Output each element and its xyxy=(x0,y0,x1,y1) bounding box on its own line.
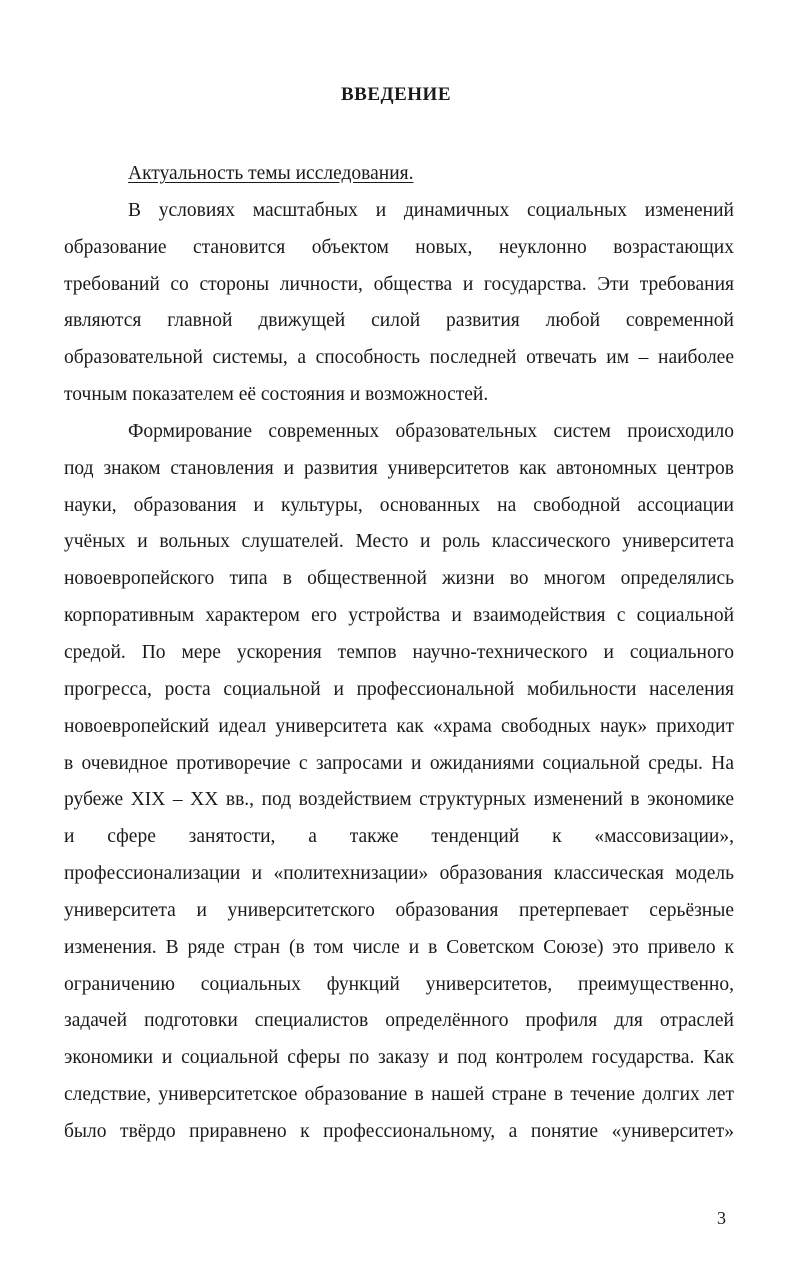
text-line: под знаком становления и развития университетов как автономных центров xyxy=(64,457,734,479)
text-line: новоевропейский идеал университета как «храма свободных наук» приходит xyxy=(64,715,734,737)
text-line: Формирование современных образовательных систем происходило xyxy=(128,420,734,442)
text-line: в очевидное противоречие с запросами и ожиданиями социальной среды. На xyxy=(64,752,734,774)
body-text xyxy=(64,156,734,1151)
text-line: рубеже XIX – XX вв., под воздействием структурных изменений в экономике xyxy=(64,789,734,811)
text-line: ограничению социальных функций университетов, преимущественно, xyxy=(64,973,734,995)
text-line: следствие, университетское образование в нашей стране в течение долгих лет xyxy=(64,1084,734,1106)
page-number: 3 xyxy=(717,1208,726,1228)
text-line: образовательной системы, а способность последней отвечать им – наиболее xyxy=(64,347,734,369)
text-line: науки, образования и культуры, основанных на свободной ассоциации xyxy=(64,494,734,516)
section-title: Актуальность темы исследования. xyxy=(128,163,414,184)
text-line: В условиях масштабных и динамичных социальных изменений xyxy=(128,199,734,221)
page-heading: ВВЕДЕНИЕ xyxy=(341,84,451,105)
text-line: было твёрдо приравнено к профессиональному, а понятие «университет» xyxy=(64,1120,734,1142)
text-line: новоевропейского типа в общественной жизни во многом определялись xyxy=(64,568,734,590)
text-line: и сфере занятости, а также тенденций к «массовизации», xyxy=(64,826,734,848)
text-line: прогресса, роста социальной и профессиональной мобильности населения xyxy=(64,678,734,700)
text-line: экономики и социальной сферы по заказу и под контролем государства. Как xyxy=(64,1047,734,1069)
text-line: учёных и вольных слушателей. Место и роль классического университета xyxy=(64,531,734,553)
text-line: требований со стороны личности, общества и государства. Эти требования xyxy=(64,273,734,295)
text-line: задачей подготовки специалистов определённого профиля для отраслей xyxy=(64,1010,734,1032)
text-line: являются главной движущей силой развития любой современной xyxy=(64,310,734,332)
section-title-line xyxy=(64,156,734,193)
text-line: университета и университетского образования претерпевает серьёзные xyxy=(64,899,734,921)
text-line: средой. По мере ускорения темпов научно-технического и социального xyxy=(64,641,734,663)
text-line: изменения. В ряде стран (в том числе и в Советском Союзе) это привело к xyxy=(64,936,734,958)
text-line: профессионализации и «политехнизации» образования классическая модель xyxy=(64,863,734,885)
text-line: корпоративным характером его устройства и взаимодействия с социальной xyxy=(64,605,734,627)
text-line: образование становится объектом новых, неуклонно возрастающих xyxy=(64,236,734,258)
text-line: точным показателем её состояния и возможностей. xyxy=(64,384,489,406)
